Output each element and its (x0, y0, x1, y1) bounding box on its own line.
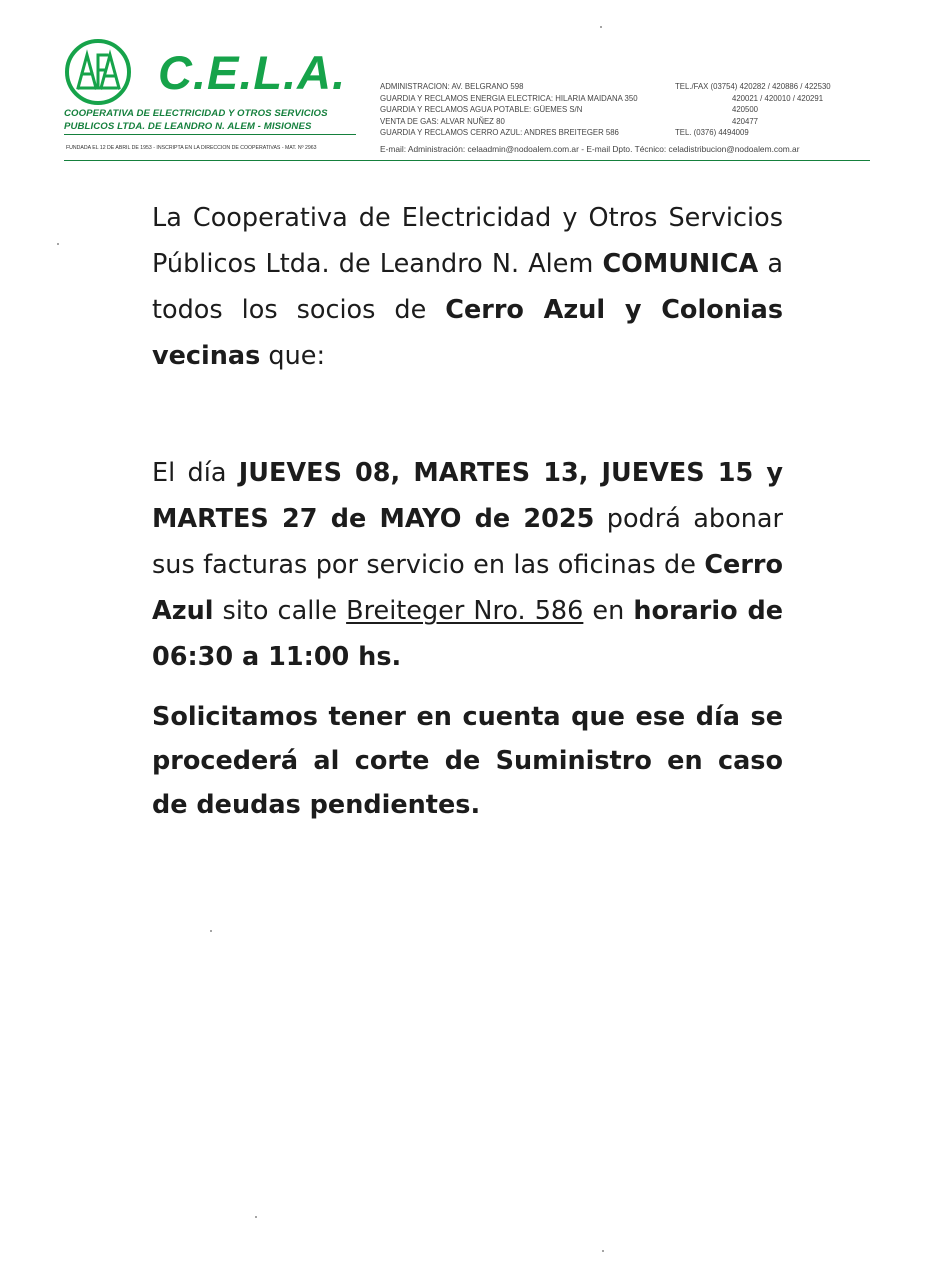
contact-row (380, 104, 874, 116)
contact-list (380, 81, 874, 139)
scan-speck (57, 243, 59, 245)
notice-bold: COMUNICA (602, 249, 759, 279)
contact-phone: 420021 / 420010 / 420291 (732, 93, 824, 103)
notice-paragraph-1 (152, 195, 783, 379)
contact-row (380, 116, 874, 128)
notice-text: El día (152, 458, 239, 488)
scan-speck (602, 1250, 604, 1252)
email-line: E-mail: Administración: celaadmin@nodoalem.com.ar - E-mail Dpto. Técnico: celadistribucion@nodoalem.com.ar (380, 144, 800, 154)
contact-row (380, 81, 874, 93)
brand-name: C.E.L.A. (158, 46, 347, 99)
contact-phone: TEL. (0376) 4494009 (675, 128, 749, 137)
notice-bold: Cerro Azul y Colonias vecinas (152, 295, 783, 371)
notice-text: podrá abonar sus facturas por servicio en las oficinas de (152, 504, 783, 580)
brand-line-1: COOPERATIVA DE ELECTRICIDAD Y OTROS SERVICIOS (64, 108, 328, 119)
brand-line-2: PUBLICOS LTDA. DE LEANDRO N. ALEM - MISIONES (64, 121, 312, 132)
cela-logo-icon (64, 38, 132, 106)
notice-hours: horario de 06:30 a 11:00 hs. (152, 596, 783, 672)
letterhead (0, 0, 930, 170)
header-rule (64, 160, 870, 161)
notice-bold: Cerro Azul (152, 550, 783, 626)
notice-text: en (583, 596, 634, 626)
contact-row (380, 93, 874, 105)
notice-text: a todos los socios de (152, 249, 783, 325)
contact-row (380, 127, 874, 139)
notice-text: La Cooperativa de Electricidad y Otros Servicios Públicos Ltda. de Leandro N. Alem (152, 203, 783, 279)
scan-speck (255, 1216, 257, 1218)
contact-phone: 420500 (732, 105, 759, 114)
notice-text: que: (260, 341, 326, 371)
notice-dates: JUEVES 08, MARTES 13, JUEVES 15 y MARTES 27 de MAYO de 2025 (152, 458, 784, 534)
contact-label: VENTA DE GAS: ALVAR NUÑEZ 80 (380, 116, 505, 126)
contact-label: GUARDIA Y RECLAMOS AGUA POTABLE: GÜEMES S/N (380, 105, 583, 114)
notice-address: Breiteger Nro. 586 (346, 596, 584, 626)
notice-paragraph-3 (152, 695, 783, 827)
scan-speck (210, 930, 212, 932)
brand-rule (64, 134, 356, 135)
notice-paragraph-2 (152, 450, 783, 680)
contact-label: GUARDIA Y RECLAMOS ENERGIA ELECTRICA: HILARIA MAIDANA 350 (380, 93, 638, 103)
notice-warning: Solicitamos tener en cuenta que ese día se procederá al corte de Suministro en caso de deudas pendientes. (152, 702, 783, 820)
founded-line: FUNDADA EL 12 DE ABRIL DE 1953 - INSCRIPTA EN LA DIRECCION DE COOPERATIVAS - MAT. Nº 2963 (66, 145, 317, 151)
scan-speck (600, 26, 602, 28)
contact-label: ADMINISTRACION: AV. BELGRANO 598 (380, 82, 524, 91)
contact-phone: TEL./FAX (03754) 420282 / 420886 / 422530 (675, 82, 831, 91)
contact-phone: 420477 (732, 116, 759, 126)
contact-label: GUARDIA Y RECLAMOS CERRO AZUL: ANDRES BREITEGER 586 (380, 128, 619, 137)
notice-text: sito calle (213, 596, 347, 626)
